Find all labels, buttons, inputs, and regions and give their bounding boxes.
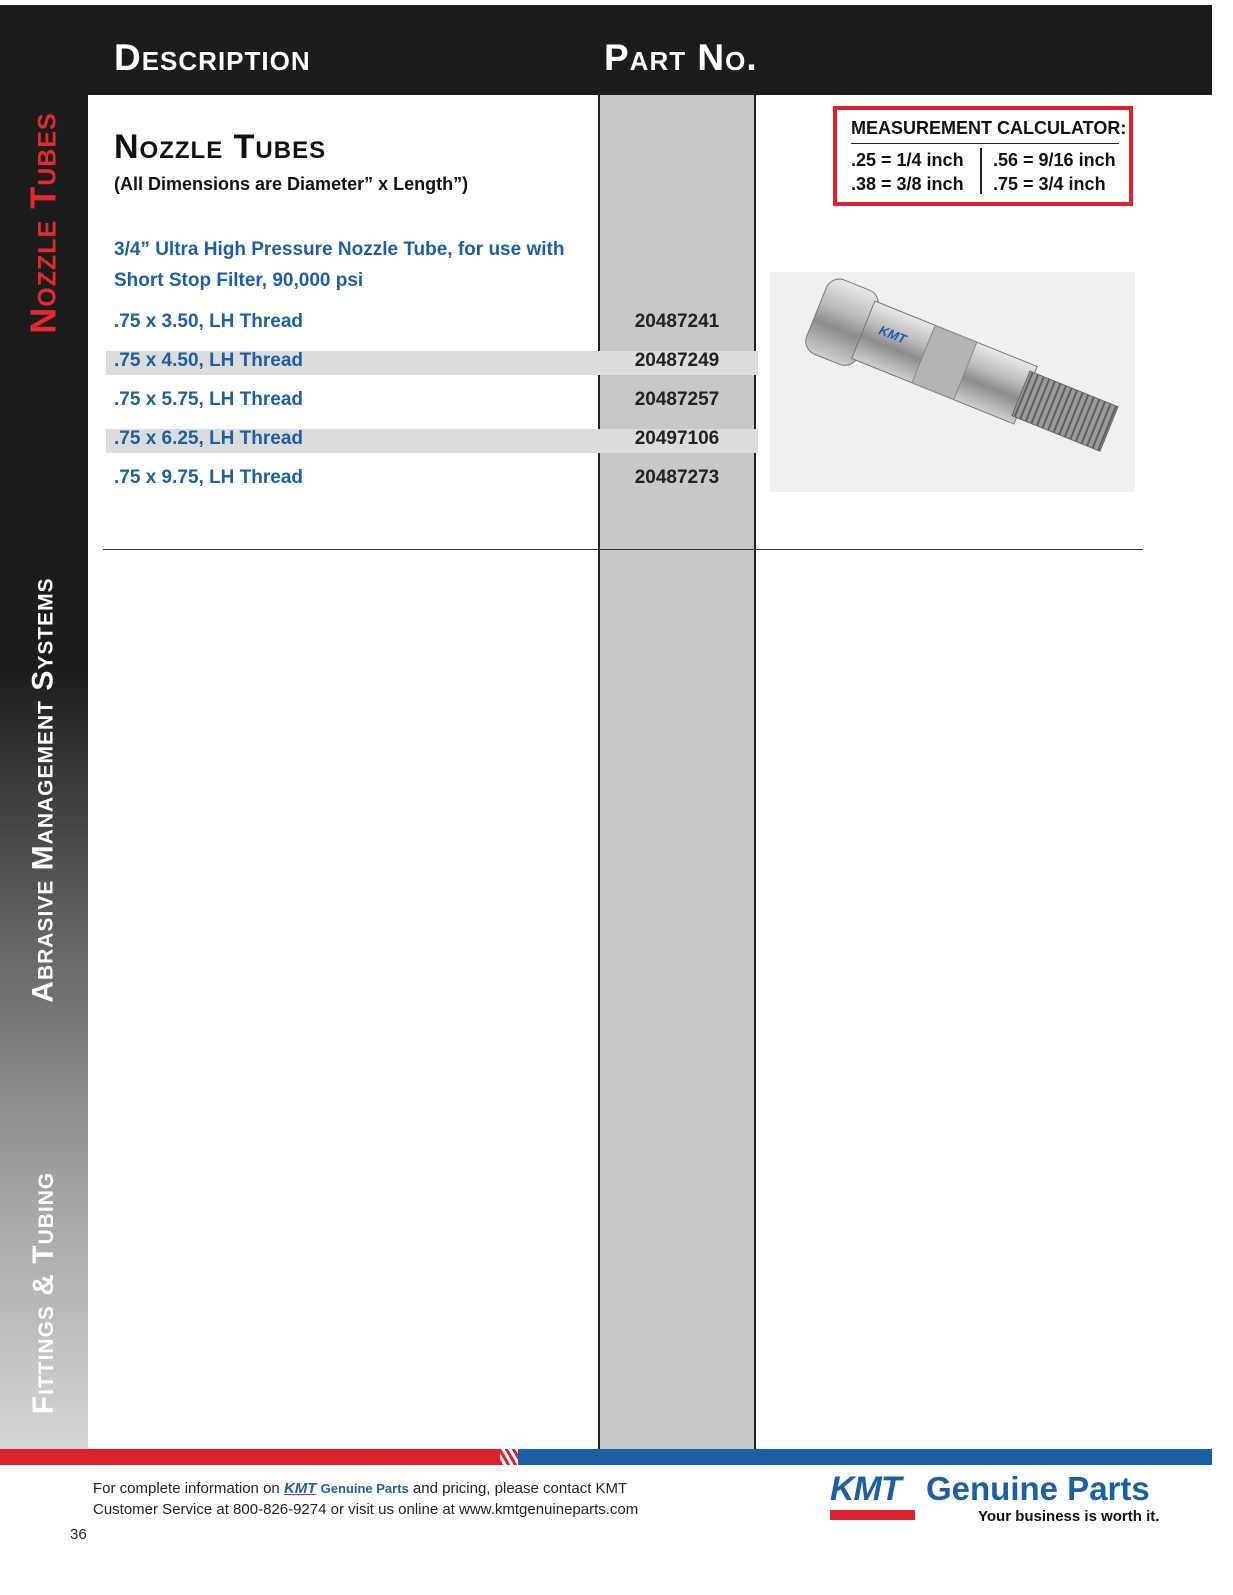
section-subtitle: (All Dimensions are Diameter” x Length”)	[114, 174, 469, 194]
calculator-entry: .38 = 3/8 inch	[851, 174, 964, 194]
table-row-description: .75 x 6.25, LH Thread	[114, 428, 304, 449]
calculator-entry: .56 = 9/16 inch	[993, 150, 1116, 170]
brand-kmt: KMT	[830, 1470, 901, 1508]
brand-tagline: Your business is worth it.	[978, 1508, 1160, 1525]
table-row-description: .75 x 5.75, LH Thread	[114, 389, 304, 410]
group-title-line2: Short Stop Filter, 90,000 psi	[114, 270, 364, 291]
table-row-part-no: 20487273	[634, 467, 720, 488]
footer-text-post: and pricing, please contact KMT	[412, 1480, 628, 1497]
nozzle-tube-photo	[770, 272, 1135, 492]
calculator-entry: .75 = 3/4 inch	[993, 174, 1106, 194]
kmt-genuine-parts-logo	[830, 1470, 1160, 1530]
calculator-underline	[851, 143, 1119, 144]
svg-text:KMT: KMT	[876, 322, 909, 347]
inline-kmt-logo: KMT	[283, 1480, 317, 1497]
footer-stripe-red	[0, 1449, 500, 1465]
group-title	[114, 234, 584, 296]
calculator-divider	[980, 148, 982, 194]
brand-red-bar	[830, 1510, 915, 1520]
inline-genuine-parts: Genuine Parts	[320, 1481, 409, 1496]
footer-line2: Customer Service at 800-826-9274 or visit us online at www.kmtgenuineparts.com	[93, 1501, 639, 1518]
part-number-column	[598, 95, 756, 1450]
group-title-line1: 3/4” Ultra High Pressure Nozzle Tube, for use with	[114, 239, 565, 260]
sidebar-label-abrasive: Abrasive Management Systems	[27, 577, 60, 1003]
footer-stripe-hatch	[500, 1449, 518, 1465]
table-row-part-no: 20497106	[634, 428, 720, 449]
brand-name: Genuine Parts	[926, 1470, 1150, 1507]
footer-contact	[93, 1478, 638, 1520]
measurement-calculator	[833, 106, 1133, 206]
sidebar-label-fittings: Fittings & Tubing	[27, 1171, 61, 1414]
section-title: Nozzle Tubes	[114, 128, 327, 166]
calculator-entry: .25 = 1/4 inch	[851, 150, 964, 170]
footer-text-pre: For complete information on	[93, 1480, 280, 1497]
table-row-part-no: 20487241	[634, 311, 720, 332]
table-row-description: .75 x 3.50, LH Thread	[114, 311, 304, 332]
part-no-header: Part No.	[604, 37, 758, 78]
table-row-part-no: 20487257	[634, 389, 720, 410]
calculator-title: MEASUREMENT CALCULATOR:	[851, 118, 1127, 138]
footer-stripe-blue	[518, 1449, 1212, 1465]
sidebar-label-nozzle-tubes: Nozzle Tubes	[23, 111, 65, 334]
table-row-description: .75 x 4.50, LH Thread	[114, 350, 304, 371]
table-row-part-no: 20487249	[634, 350, 720, 371]
table-row-description: .75 x 9.75, LH Thread	[114, 467, 304, 488]
page-number: 36	[70, 1526, 87, 1543]
section-divider	[103, 549, 1143, 550]
description-header: Description	[114, 37, 311, 78]
